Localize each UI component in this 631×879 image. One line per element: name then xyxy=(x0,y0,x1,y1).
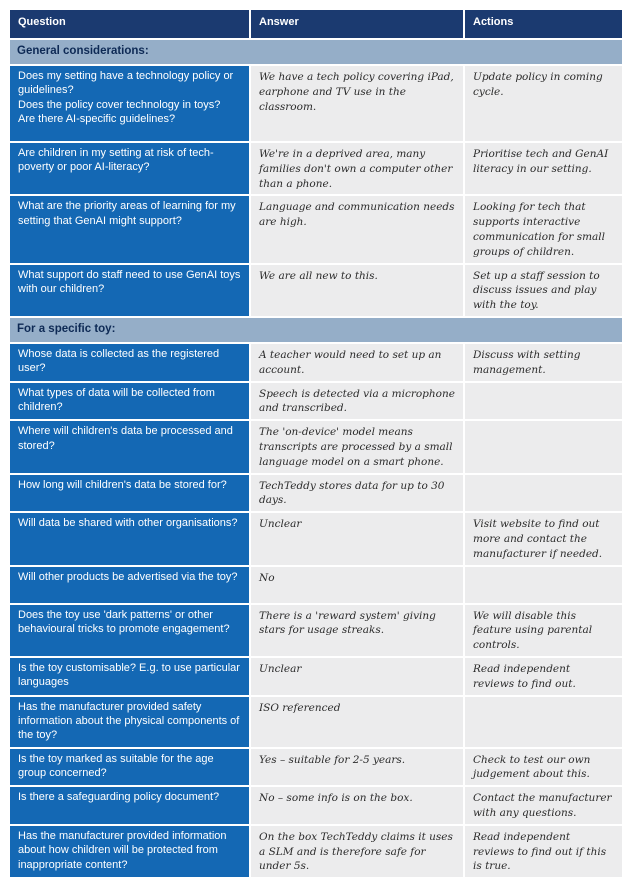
action-cell xyxy=(464,474,623,513)
question-text: What types of data will be collected from children? xyxy=(18,386,215,413)
question-text: Will data be shared with other organisations? xyxy=(18,517,238,530)
question-text: Are children in my setting at risk of tech-poverty or poor AI-literacy? xyxy=(18,147,214,174)
question-text: Whose data is collected as the registered user? xyxy=(18,347,220,375)
table-row xyxy=(9,142,623,195)
answer-cell: A teacher would need to set up an account. xyxy=(250,343,464,382)
question-cell xyxy=(9,748,250,787)
answer-cell: Unclear xyxy=(250,657,464,696)
answer-cell: ISO referenced xyxy=(250,696,464,748)
table-row xyxy=(9,696,623,748)
question-cell xyxy=(9,382,250,421)
toy-evaluation-table xyxy=(8,8,624,879)
action-cell: Looking for tech that supports interactive communication for small groups of children. xyxy=(464,195,623,263)
question-text: Does my setting have a technology policy or guidelines? xyxy=(18,70,234,97)
action-cell: Update policy in coming cycle. xyxy=(464,65,623,142)
table-row xyxy=(9,382,623,421)
answer-cell: We have a tech policy covering iPad, earphone and TV use in the classroom. xyxy=(250,65,464,142)
action-cell: Check to test our own judgement about this. xyxy=(464,748,623,787)
question-cell xyxy=(9,696,250,748)
answer-cell: There is a 'reward system' giving stars for usage streaks. xyxy=(250,604,464,657)
answer-cell: No xyxy=(250,566,464,604)
question-text: What support do staff need to use GenAI toys with our children? xyxy=(18,268,241,295)
table-row xyxy=(9,264,623,317)
question-text: Has the manufacturer provided safety information about the physical components of the toy? xyxy=(18,700,240,742)
question-text: Does the toy use 'dark patterns' or other behavioural tricks to promote engagement? xyxy=(18,608,230,635)
section-title: For a specific toy: xyxy=(9,317,623,343)
question-cell xyxy=(9,65,250,142)
action-cell: Set up a staff session to discuss issues and play with the toy. xyxy=(464,264,623,317)
section-header-specific-toy xyxy=(9,317,623,343)
answer-cell: No – some info is on the box. xyxy=(250,786,464,825)
question-text: Is the toy customisable? E.g. to use particular languages xyxy=(18,661,240,689)
answer-cell: We are all new to this. xyxy=(250,264,464,317)
question-column-header: Question xyxy=(9,9,250,39)
table-row xyxy=(9,825,623,878)
answer-cell: Speech is detected via a microphone and transcribed. xyxy=(250,382,464,421)
question-text: Will other products be advertised via the toy? xyxy=(18,570,238,583)
action-cell xyxy=(464,696,623,748)
question-cell xyxy=(9,420,250,473)
table-row xyxy=(9,474,623,513)
action-cell xyxy=(464,566,623,604)
action-cell: Visit website to find out more and contact the manufacturer if needed. xyxy=(464,512,623,565)
table-row xyxy=(9,786,623,825)
table-row xyxy=(9,343,623,382)
section-header-general xyxy=(9,39,623,65)
table-row xyxy=(9,65,623,142)
checklist-page xyxy=(8,8,622,879)
section-title: General considerations: xyxy=(9,39,623,65)
answer-cell: Unclear xyxy=(250,512,464,565)
question-text: Are there AI-specific guidelines? xyxy=(18,113,176,126)
action-cell: Contact the manufacturer with any questions. xyxy=(464,786,623,825)
question-cell xyxy=(9,657,250,696)
action-cell xyxy=(464,420,623,473)
question-text: Does the policy cover technology in toys? xyxy=(18,98,221,111)
actions-column-header: Actions xyxy=(464,9,623,39)
table-row xyxy=(9,195,623,263)
answer-cell: On the box TechTeddy claims it uses a SLM and is therefore safe for under 5s. xyxy=(250,825,464,878)
question-text: Is the toy marked as suitable for the age group concerned? xyxy=(18,752,214,779)
answer-cell: We're in a deprived area, many families don't own a computer other than a phone. xyxy=(250,142,464,195)
answer-cell: The 'on-device' model means transcripts are processed by a small language model on a smart phone. xyxy=(250,420,464,473)
action-cell: We will disable this feature using parental controls. xyxy=(464,604,623,657)
question-cell xyxy=(9,604,250,657)
table-row xyxy=(9,566,623,604)
action-cell: Read independent reviews to find out if this is true. xyxy=(464,825,623,878)
table-row xyxy=(9,604,623,657)
table-row xyxy=(9,420,623,473)
question-cell xyxy=(9,474,250,513)
answer-cell: TechTeddy stores data for up to 30 days. xyxy=(250,474,464,513)
question-cell xyxy=(9,142,250,195)
question-cell xyxy=(9,825,250,878)
action-cell: Read independent reviews to find out. xyxy=(464,657,623,696)
question-cell xyxy=(9,512,250,565)
question-cell xyxy=(9,786,250,825)
action-cell: Prioritise tech and GenAI literacy in our setting. xyxy=(464,142,623,195)
question-cell xyxy=(9,566,250,604)
question-cell xyxy=(9,195,250,263)
action-cell xyxy=(464,382,623,421)
answer-cell: Language and communication needs are high. xyxy=(250,195,464,263)
question-text: Is there a safeguarding policy document? xyxy=(18,791,220,804)
action-cell: Discuss with setting management. xyxy=(464,343,623,382)
header-row xyxy=(9,9,623,39)
question-cell xyxy=(9,343,250,382)
question-cell xyxy=(9,264,250,317)
question-text: How long will children's data be stored for? xyxy=(18,478,227,491)
question-text: Where will children's data be processed and stored? xyxy=(18,425,233,452)
table-row xyxy=(9,512,623,565)
table-row xyxy=(9,657,623,696)
answer-cell: Yes – suitable for 2-5 years. xyxy=(250,748,464,787)
question-text: What are the priority areas of learning for my setting that GenAI might support? xyxy=(18,200,236,227)
table-row xyxy=(9,748,623,787)
answer-column-header: Answer xyxy=(250,9,464,39)
question-text: Has the manufacturer provided information about how children will be protected from inappropriate content? xyxy=(18,829,227,871)
